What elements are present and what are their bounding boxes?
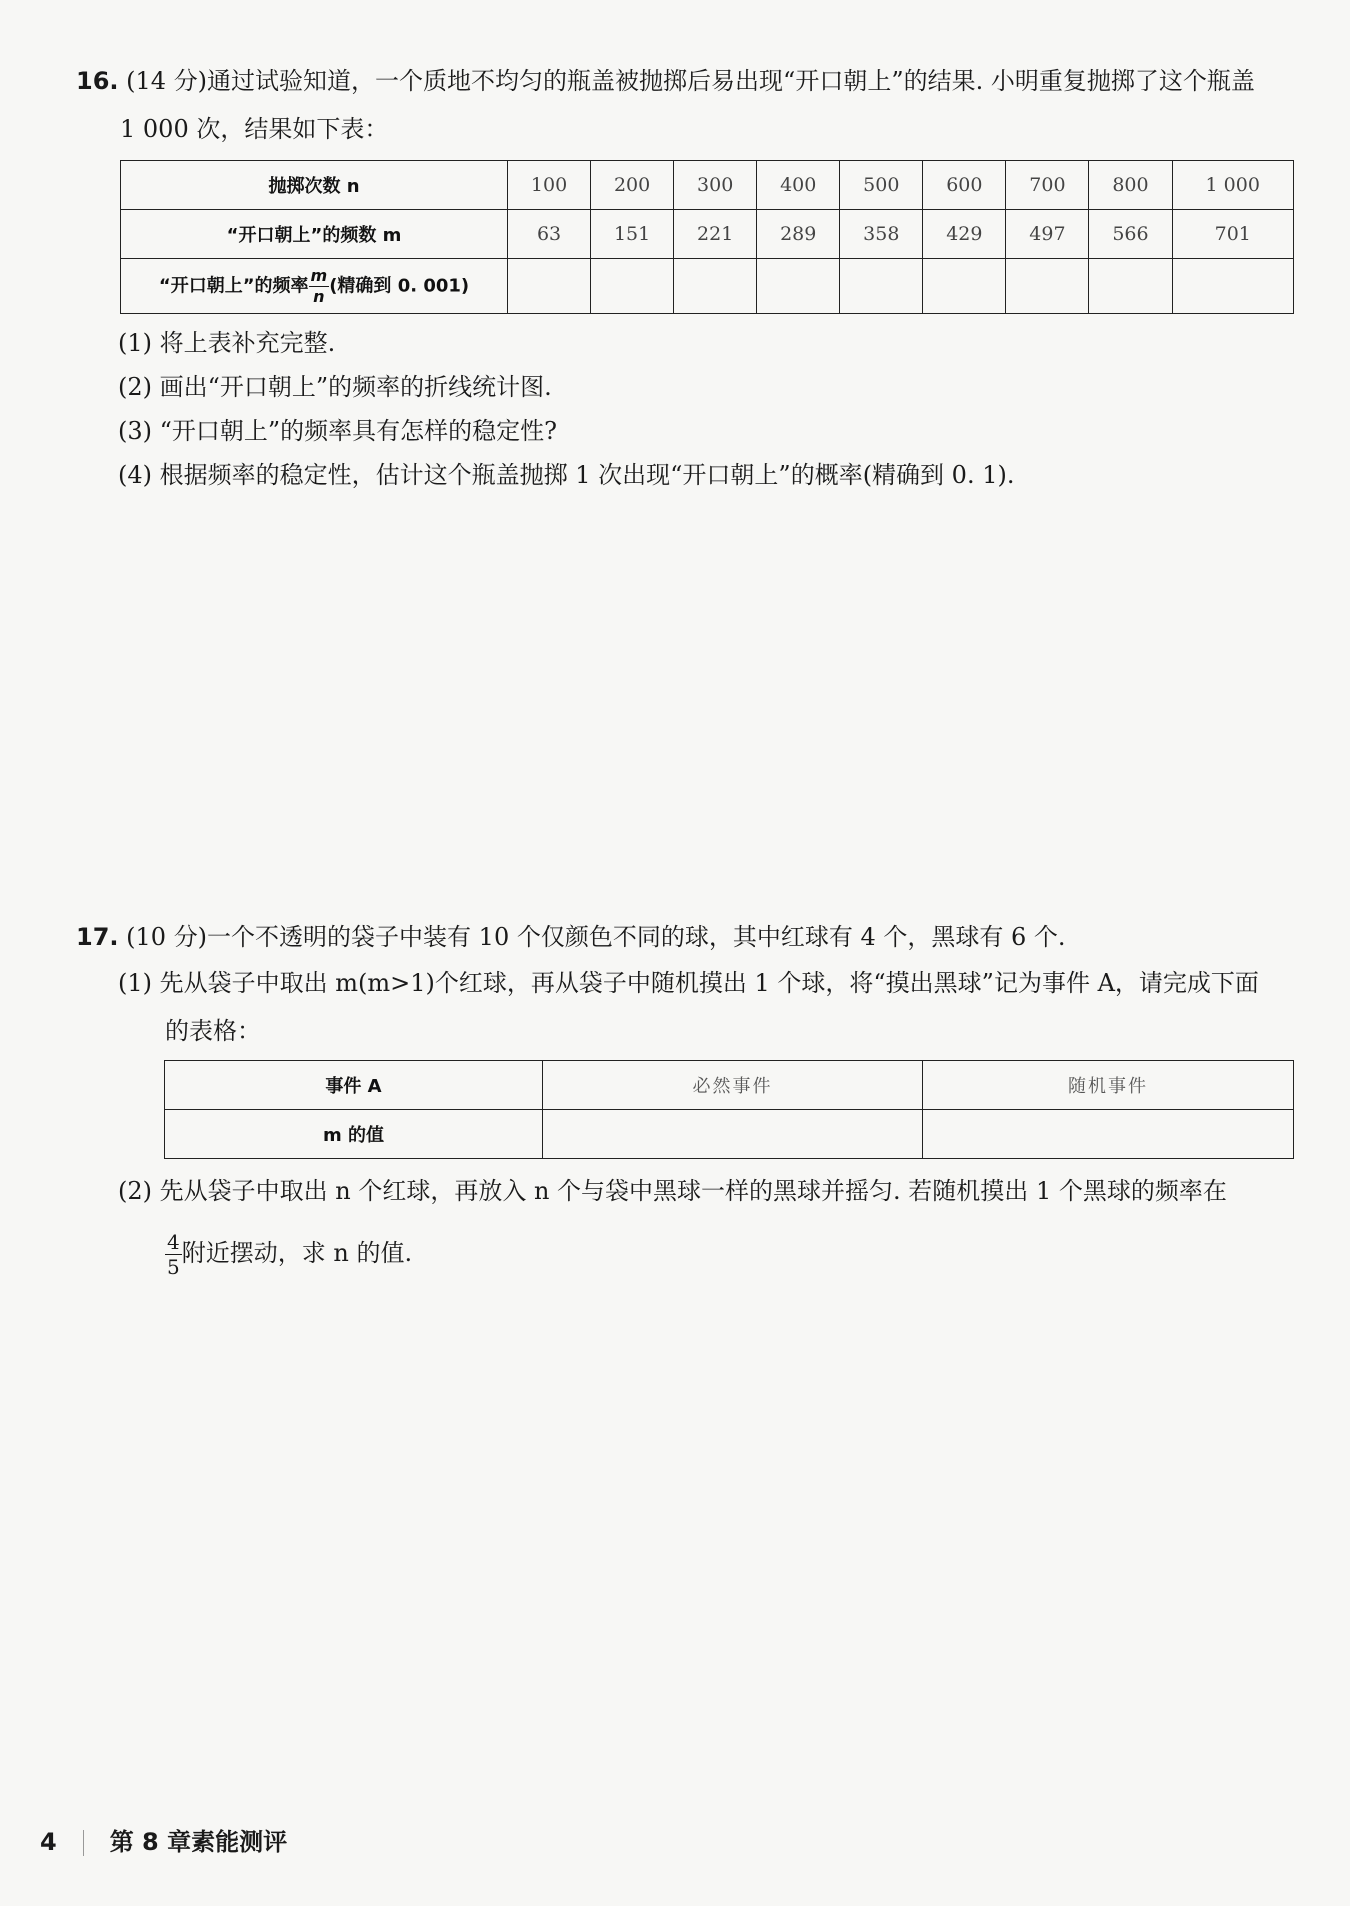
q17-number: 17.: [76, 923, 119, 951]
q16-part-2: (2) 画出“开口朝上”的频率的折线统计图.: [118, 373, 552, 401]
section-title: 第 8 章素能测评: [109, 1828, 288, 1856]
fraction-numerator: 4: [167, 1230, 180, 1254]
table-cell: 566: [1089, 210, 1172, 259]
table-cell-empty[interactable]: [923, 1110, 1294, 1159]
page-footer: [40, 1822, 287, 1857]
q16-part-4: (4) 根据频率的稳定性，估计这个瓶盖抛掷 1 次出现“开口朝上”的概率(精确到 0. 1).: [118, 461, 1015, 489]
table-row: [165, 1061, 1294, 1110]
table-cell: 500: [840, 161, 923, 210]
q17-part1-line2: 的表格：: [165, 1017, 261, 1045]
fraction-denominator: 5: [167, 1255, 180, 1279]
row-header-event: 事件 A: [165, 1061, 543, 1110]
q16-number: 16.: [76, 67, 119, 95]
rate-fraction: [309, 265, 330, 306]
table-cell: 300: [674, 161, 757, 210]
table-cell: 400: [757, 161, 840, 210]
rate-precision: (精确到 0. 001): [329, 275, 470, 296]
table-row: [121, 259, 1294, 314]
fraction-numerator: m: [310, 265, 328, 285]
rate-label: “开口朝上”的频率: [158, 275, 309, 296]
column-header-random: 随机事件: [923, 1061, 1294, 1110]
row-header-throws: 抛掷次数 n: [121, 161, 508, 210]
row-header-m-value: m 的值: [165, 1110, 543, 1159]
q17-part1-line1: (1) 先从袋子中取出 m(m>1)个红球，再从袋子中随机摸出 1 个球，将“摸出黑球”记为事件 A，请完成下面: [118, 969, 1259, 997]
table-cell: 497: [1006, 210, 1089, 259]
table-cell-empty[interactable]: [674, 259, 757, 314]
q16-part-3: (3) “开口朝上”的频率具有怎样的稳定性?: [118, 417, 558, 445]
table-cell: 289: [757, 210, 840, 259]
table-cell: 221: [674, 210, 757, 259]
table-cell-empty[interactable]: [543, 1110, 923, 1159]
table-cell: 63: [508, 210, 591, 259]
row-header-frequency: “开口朝上”的频数 m: [121, 210, 508, 259]
q16-part-1: (1) 将上表补充完整.: [118, 329, 336, 357]
table-cell-empty[interactable]: [508, 259, 591, 314]
q16-table: [120, 160, 1294, 314]
table-cell: 151: [591, 210, 674, 259]
q17-part2-line2: [165, 1224, 412, 1282]
q17-table: [164, 1060, 1294, 1159]
table-cell-empty[interactable]: [1006, 259, 1089, 314]
table-cell: 700: [1006, 161, 1089, 210]
table-cell: 200: [591, 161, 674, 210]
row-header-rate: [121, 259, 508, 314]
table-cell-empty[interactable]: [1172, 259, 1294, 314]
table-row: [165, 1110, 1294, 1159]
table-cell-empty[interactable]: [757, 259, 840, 314]
table-cell: 1 000: [1172, 161, 1294, 210]
q17-intro-line: [76, 920, 1066, 954]
table-cell-empty[interactable]: [591, 259, 674, 314]
table-cell: 701: [1172, 210, 1294, 259]
q17-part2-line1: (2) 先从袋子中取出 n 个红球，再放入 n 个与袋中黑球一样的黑球并摇匀. 若随机摸出 1 个黑球的频率在: [118, 1177, 1227, 1205]
table-cell: 429: [923, 210, 1006, 259]
part2-fraction: [165, 1232, 182, 1277]
q17-intro-text: (10 分)一个不透明的袋子中装有 10 个仅颜色不同的球，其中红球有 4 个，黑球有 6 个.: [126, 923, 1066, 951]
footer-divider: [83, 1830, 84, 1856]
table-cell: 100: [508, 161, 591, 210]
table-cell-empty[interactable]: [840, 259, 923, 314]
q16-intro-line2: 1 000 次，结果如下表：: [120, 115, 389, 143]
table-row: [121, 161, 1294, 210]
part2-text: 附近摆动，求 n 的值.: [181, 1239, 413, 1267]
table-cell: 600: [923, 161, 1006, 210]
q16-intro-line1: [76, 64, 1255, 98]
page-number: 4: [40, 1828, 57, 1856]
table-cell-empty[interactable]: [1089, 259, 1172, 314]
table-cell: 800: [1089, 161, 1172, 210]
table-cell: 358: [840, 210, 923, 259]
column-header-certain: 必然事件: [543, 1061, 923, 1110]
table-cell-empty[interactable]: [923, 259, 1006, 314]
fraction-denominator: n: [313, 286, 325, 306]
q16-intro-text: (14 分)通过试验知道，一个质地不均匀的瓶盖被抛掷后易出现“开口朝上”的结果. 小明重复抛掷了这个瓶盖: [126, 67, 1255, 95]
table-row: [121, 210, 1294, 259]
